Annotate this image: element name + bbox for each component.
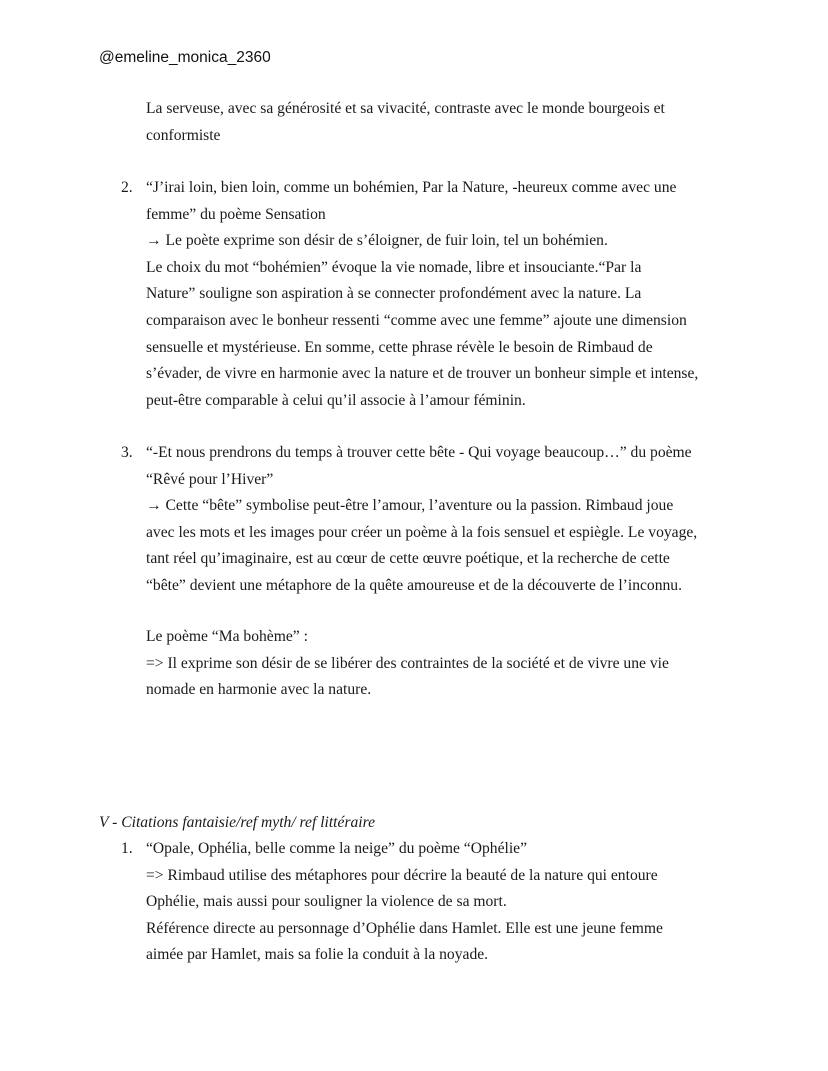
text-line: → Cette “bête” symbolise peut-être l’amour, l’aventure ou la passion. Rimbaud joue xyxy=(146,497,674,515)
text-line: conformiste xyxy=(146,126,221,144)
text-line: peut-être comparable à celui qu’il associe à l’amour féminin. xyxy=(146,391,526,409)
ma-boheme-paragraph xyxy=(146,624,786,704)
text-line: avec les mots et les images pour créer un poème à la fois sensuel et espiègle. Le voyage, xyxy=(146,523,698,541)
text-line: “bête” devient une métaphore de la quête amoureuse et de la découverte de l’inconnu. xyxy=(146,576,683,594)
text-line: => Il exprime son désir de se libérer des contraintes de la société et de vivre une vie xyxy=(146,654,669,672)
text-line: aimée par Hamlet, mais sa folie la conduit à la noyade. xyxy=(146,946,489,964)
watermark-username: @emeline_monica_2360 xyxy=(99,49,271,66)
text-line: Le choix du mot “bohémien” évoque la vie nomade, libre et insouciante.“Par la xyxy=(146,258,642,276)
list-number: 1. xyxy=(121,840,133,857)
text-line: Référence directe au personnage d’Ophélie dans Hamlet. Elle est une jeune femme xyxy=(146,919,663,937)
text-line: nomade en harmonie avec la nature. xyxy=(146,681,372,699)
text-line: tant réel qu’imaginaire, est au cœur de cette œuvre poétique, et la recherche de cette xyxy=(146,550,670,568)
list-item-2 xyxy=(121,175,786,414)
text-line: → Le poète exprime son désir de s’éloigner, de fuir loin, tel un bohémien. xyxy=(146,232,608,250)
list-number: 2. xyxy=(121,179,133,196)
section-heading: V - Citations fantaisie/ref myth/ ref littéraire xyxy=(99,814,376,831)
text-line: “Opale, Ophélia, belle comme la neige” du poème “Ophélie” xyxy=(146,840,528,857)
text-line: “J’irai loin, bien loin, comme un bohémien, Par la Nature, -heureux comme avec une xyxy=(146,179,677,196)
text-line: Le poème “Ma bohème” : xyxy=(146,628,308,645)
text-line: => Rimbaud utilise des métaphores pour décrire la beauté de la nature qui entoure xyxy=(146,866,658,884)
text-line: La serveuse, avec sa générosité et sa vivacité, contraste avec le monde bourgeois et xyxy=(146,100,665,117)
text-line: Nature” souligne son aspiration à se connecter profondément avec la nature. La xyxy=(146,285,642,303)
text-line: s’évader, de vivre en harmonie avec la nature et de trouver un bonheur simple et intense, xyxy=(146,365,699,383)
section-list-item-1 xyxy=(121,836,786,969)
text-line: Ophélie, mais aussi pour souligner la violence de sa mort. xyxy=(146,893,507,911)
text-line: sensuelle et mystérieuse. En somme, cette phrase révèle le besoin de Rimbaud de xyxy=(146,338,653,356)
text-line: “-Et nous prendrons du temps à trouver cette bête - Qui voyage beaucoup…” du poème xyxy=(146,444,692,461)
text-line: “Rêvé pour l’Hiver” xyxy=(146,470,274,488)
list-number: 3. xyxy=(121,444,133,461)
list-item-3 xyxy=(121,440,786,600)
text-line: femme” du poème Sensation xyxy=(146,205,326,223)
intro-paragraph xyxy=(146,96,786,149)
text-line: comparaison avec le bonheur ressenti “comme avec une femme” ajoute une dimension xyxy=(146,311,687,329)
